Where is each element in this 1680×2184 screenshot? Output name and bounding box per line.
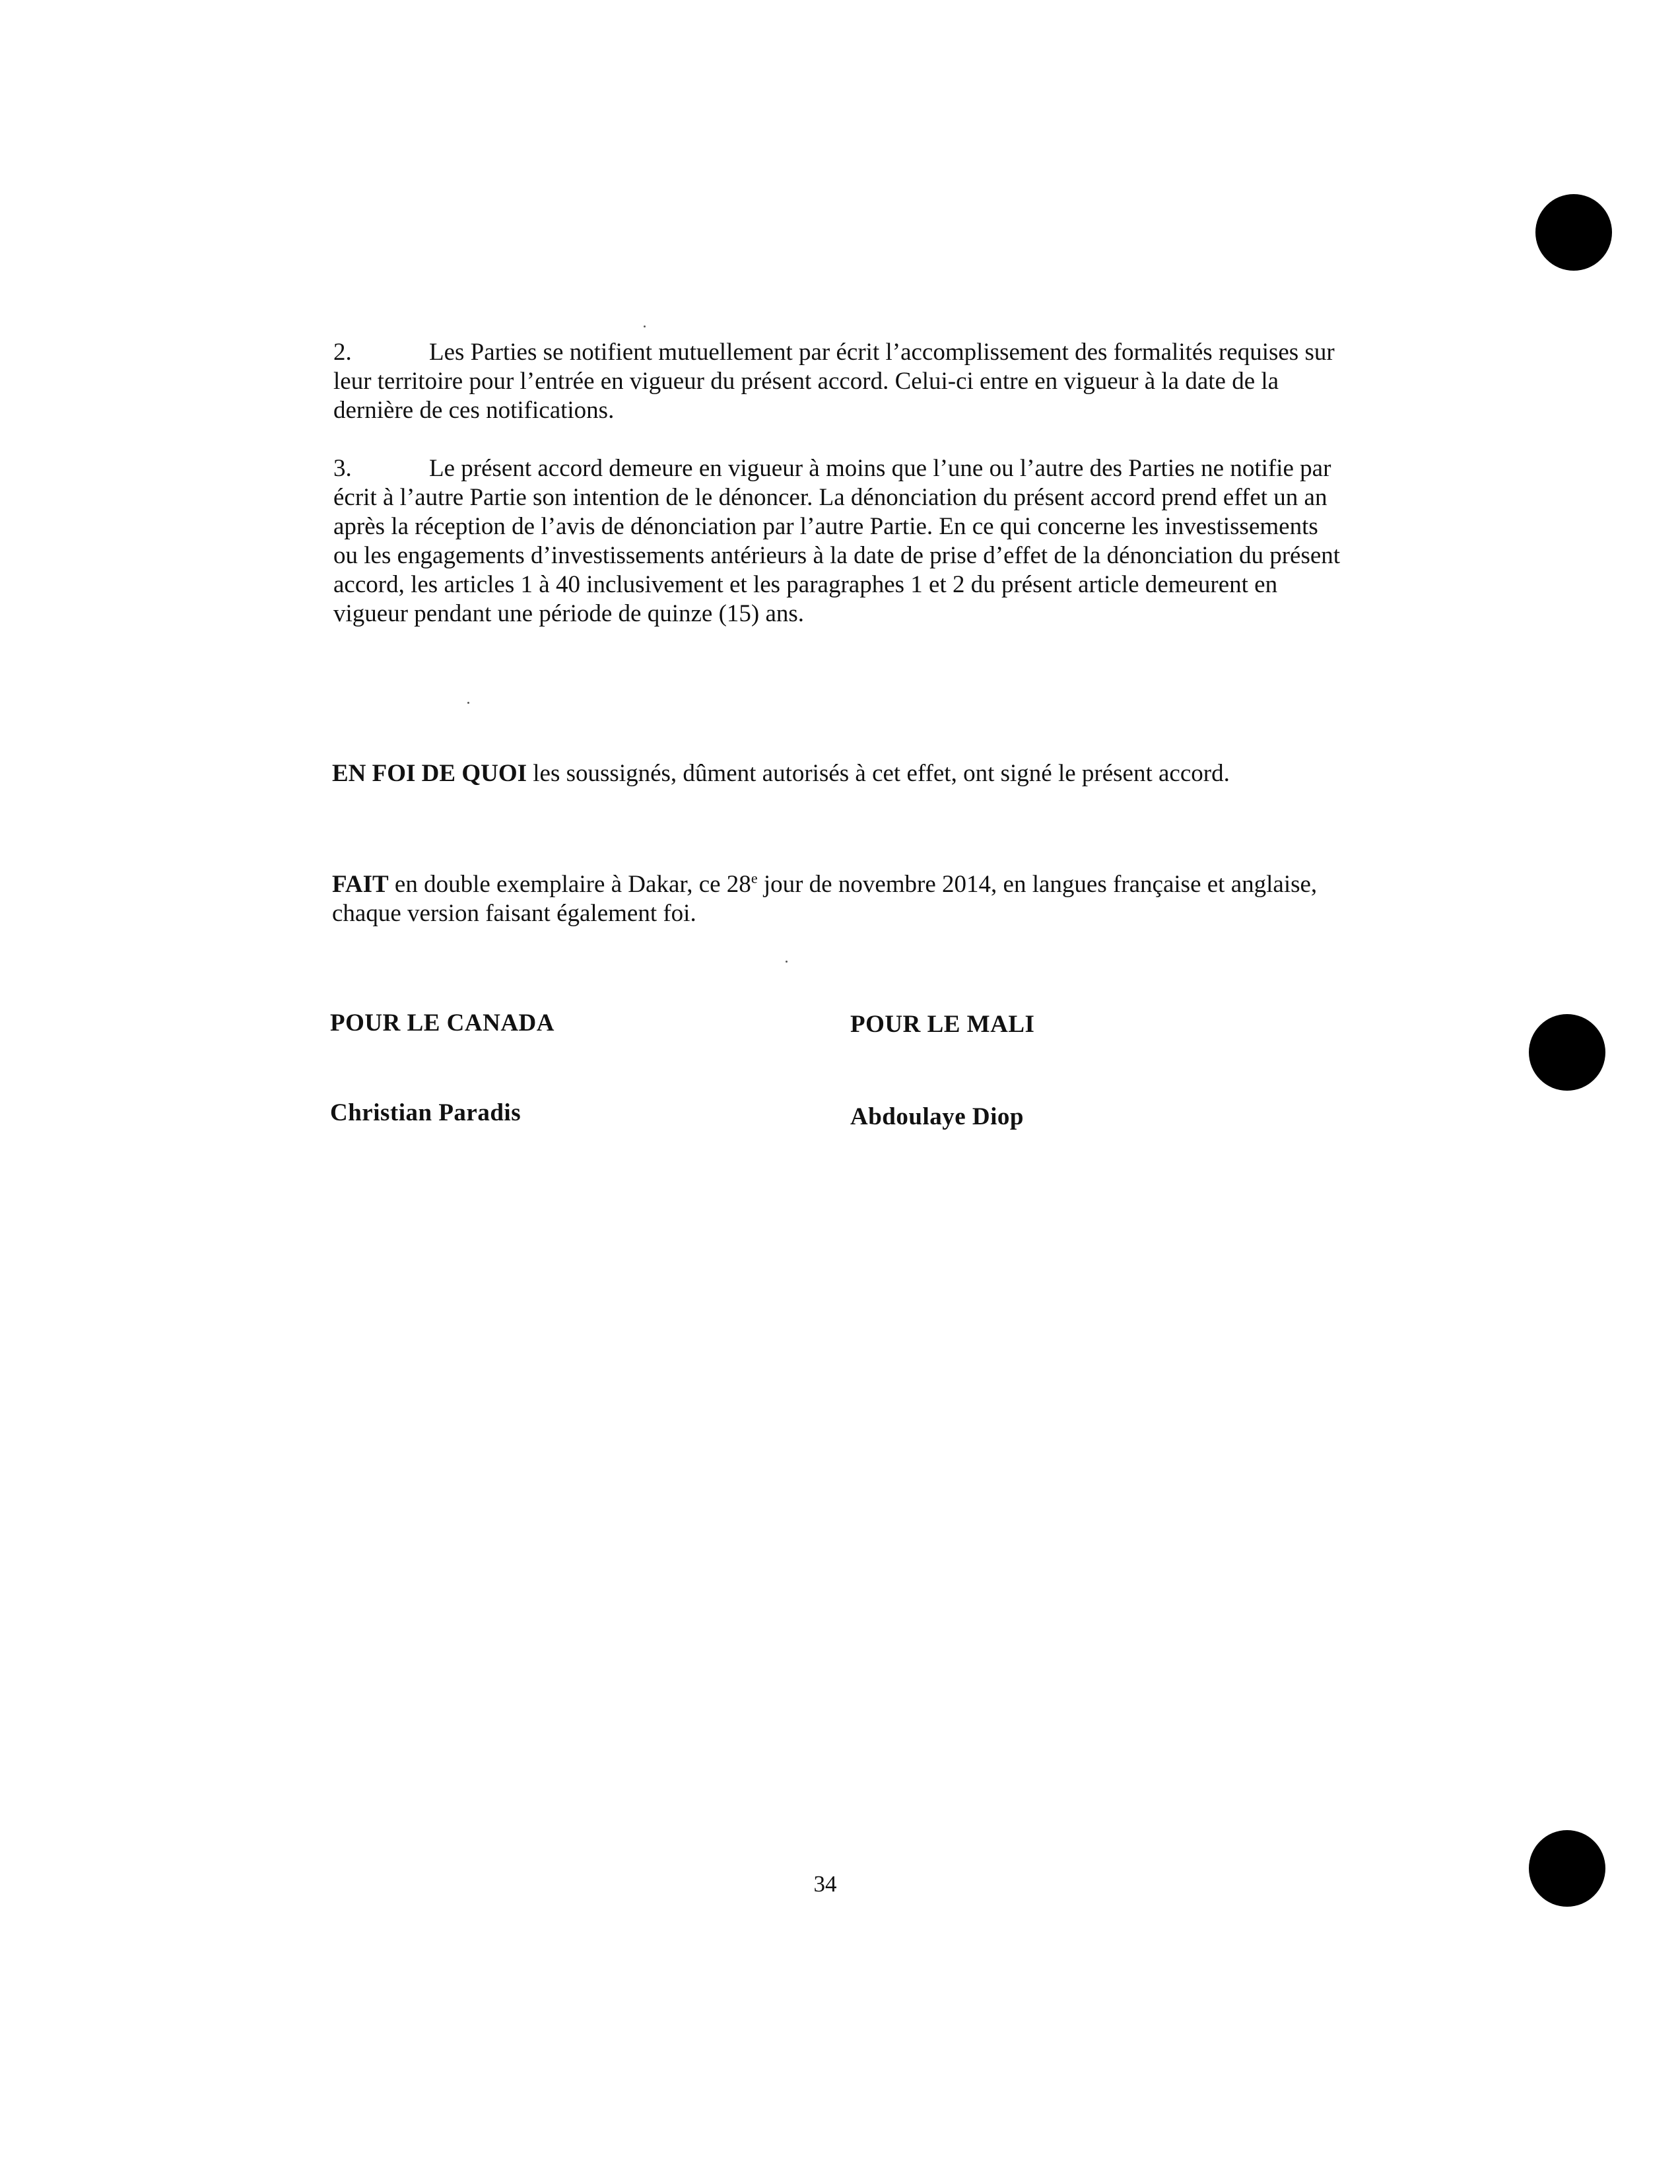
punch-hole-middle	[1529, 1014, 1605, 1091]
done-at-ordinal: e	[751, 870, 758, 887]
witness-clause	[332, 759, 1342, 788]
punch-hole-bottom	[1529, 1830, 1605, 1907]
paragraph-3	[333, 454, 1343, 629]
paragraph-3-number: 3.	[333, 455, 352, 482]
signature-heading-mali: POUR LE MALI	[850, 1011, 1035, 1038]
done-at-text-after: jour de novembre 2014, en langues française et anglaise, chaque version faisant également foi.	[332, 871, 1318, 927]
done-at-lead: FAIT	[332, 871, 389, 898]
scan-speck	[786, 961, 788, 963]
page-number: 34	[813, 1871, 837, 1897]
signatory-name-canada: Christian Paradis	[330, 1099, 521, 1126]
witness-clause-lead: EN FOI DE QUOI	[332, 760, 527, 787]
signature-heading-canada: POUR LE CANADA	[330, 1009, 554, 1037]
paragraph-2-text: Les Parties se notifient mutuellement par écrit l’accomplissement des formalités requises sur leur territoire pour l’entrée en vigueur du présent accord. Celui-ci entre en vigueur à la date de la dernière de ces notifications.	[333, 339, 1335, 424]
scan-speck	[644, 325, 646, 327]
scan-speck	[467, 702, 469, 704]
witness-clause-text: les soussignés, dûment autorisés à cet effet, ont signé le présent accord.	[527, 760, 1230, 787]
paragraph-3-text: Le présent accord demeure en vigueur à moins que l’une ou l’autre des Parties ne notifie par écrit à l’autre Partie son intention de le dénoncer. La dénonciation du présent accord prend effet un an après la réception de l’avis de dénonciation par l’autre Partie. En ce qui concerne les investissements ou les engagements d’investissements antérieurs à la date de prise d’effet de la dénonciation du présent accord, les articles 1 à 40 inclusivement et les paragraphes 1 et 2 du présent article demeurent en vigueur pendant une période de quinze (15) ans.	[333, 455, 1341, 627]
punch-hole-top	[1535, 194, 1612, 271]
paragraph-2	[333, 338, 1343, 425]
paragraph-2-number: 2.	[333, 339, 352, 366]
done-at-clause	[332, 870, 1342, 928]
signatory-name-mali: Abdoulaye Diop	[850, 1103, 1024, 1130]
done-at-text-before: en double exemplaire à Dakar, ce 28	[388, 871, 751, 898]
